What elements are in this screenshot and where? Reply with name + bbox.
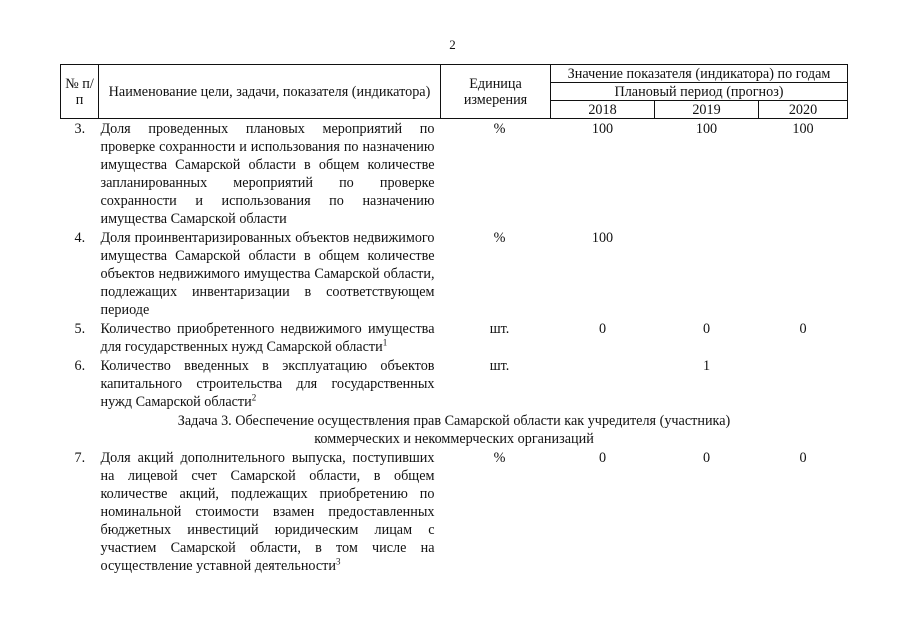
row-value-2020: 0 (799, 450, 807, 466)
footnote-mark: 1 (382, 337, 388, 348)
row-num: 6. (74, 358, 86, 374)
row-value-2019: 100 (695, 121, 718, 137)
row-unit: % (493, 230, 506, 246)
footnote-mark: 3 (335, 556, 341, 567)
row-value-2020 (759, 356, 848, 411)
row-value-2018: 0 (598, 321, 607, 337)
header-num: № п/п (61, 65, 99, 119)
task-heading-row (61, 411, 848, 448)
row-unit: шт. (489, 321, 510, 337)
task-heading (61, 411, 848, 448)
row-num: 7. (74, 450, 86, 466)
header-name: Наименование цели, задачи, показателя (индикатора) (99, 65, 441, 119)
table-row (61, 228, 848, 319)
row-value-2018: 100 (591, 121, 614, 137)
row-unit: % (493, 121, 506, 137)
row-unit: % (493, 450, 506, 466)
header-year-2019: 2019 (655, 101, 759, 119)
row-value-2020: 0 (799, 321, 807, 337)
header-year-2018: 2018 (551, 101, 655, 119)
header-unit: Единица измерения (441, 65, 551, 119)
header-values: Значение показателя (индикатора) по годам (551, 65, 848, 83)
indicators-table (60, 64, 848, 575)
row-unit: шт. (489, 358, 510, 374)
header-year-2020: 2020 (759, 101, 848, 119)
row-value-2020: 100 (792, 121, 814, 137)
row-value-2019: 0 (702, 321, 711, 337)
table-row (61, 448, 848, 575)
row-value-2020 (759, 228, 848, 319)
footnote-mark: 2 (251, 392, 257, 403)
row-value-2019: 1 (702, 358, 711, 374)
row-value-2018: 0 (598, 450, 607, 466)
row-name: Количество приобретенного недвижимого имущества для государственных нужд Самарской области$^1$ (100, 321, 435, 355)
row-name: Доля проинвентаризированных объектов недвижимого имущества Самарской области в общем количестве объектов недвижимого имущества Самарской области, подлежащих инвентаризации в соответствующем периоде (100, 230, 435, 318)
row-value-2018 (551, 356, 655, 411)
header-period: Плановый период (прогноз) (551, 83, 848, 101)
task-heading-line-2: коммерческих и некоммерческих организаций (314, 431, 594, 447)
row-name: Доля проведенных плановых мероприятий по проверке сохранности и использования по назначению имущества Самарской области в общем количестве запланированных мероприятий по проверке сохранности и использования по назначению имущества Самарской области (100, 121, 435, 227)
row-value-2019 (655, 228, 759, 319)
page-number: 2 (449, 37, 456, 52)
table-row (61, 319, 848, 356)
table-row (61, 119, 848, 229)
row-num: 3. (74, 121, 86, 137)
table-header (61, 65, 848, 119)
row-name: Количество введенных в эксплуатацию объектов капитального строительства для государственных нужд Самарской области$^2$ (100, 358, 435, 410)
row-name: Доля акций дополнительного выпуска, поступивших на лицевой счет Самарской области, в общем количестве акций, подлежащих приобретению по номинальной стоимости взамен предоставленных бюджетных инвестиций юридическим лицам с участием Самарской области, в том числе на осуществление уставной деятельности$^3$ (100, 450, 435, 574)
row-value-2019: 0 (702, 450, 711, 466)
table-row (61, 356, 848, 411)
task-heading-line-1: Задача 3. Обеспечение осуществления прав Самарской области как учредителя (участника) (177, 413, 731, 429)
row-num: 5. (74, 321, 86, 337)
row-value-2018: 100 (591, 230, 614, 246)
row-num: 4. (74, 230, 86, 246)
